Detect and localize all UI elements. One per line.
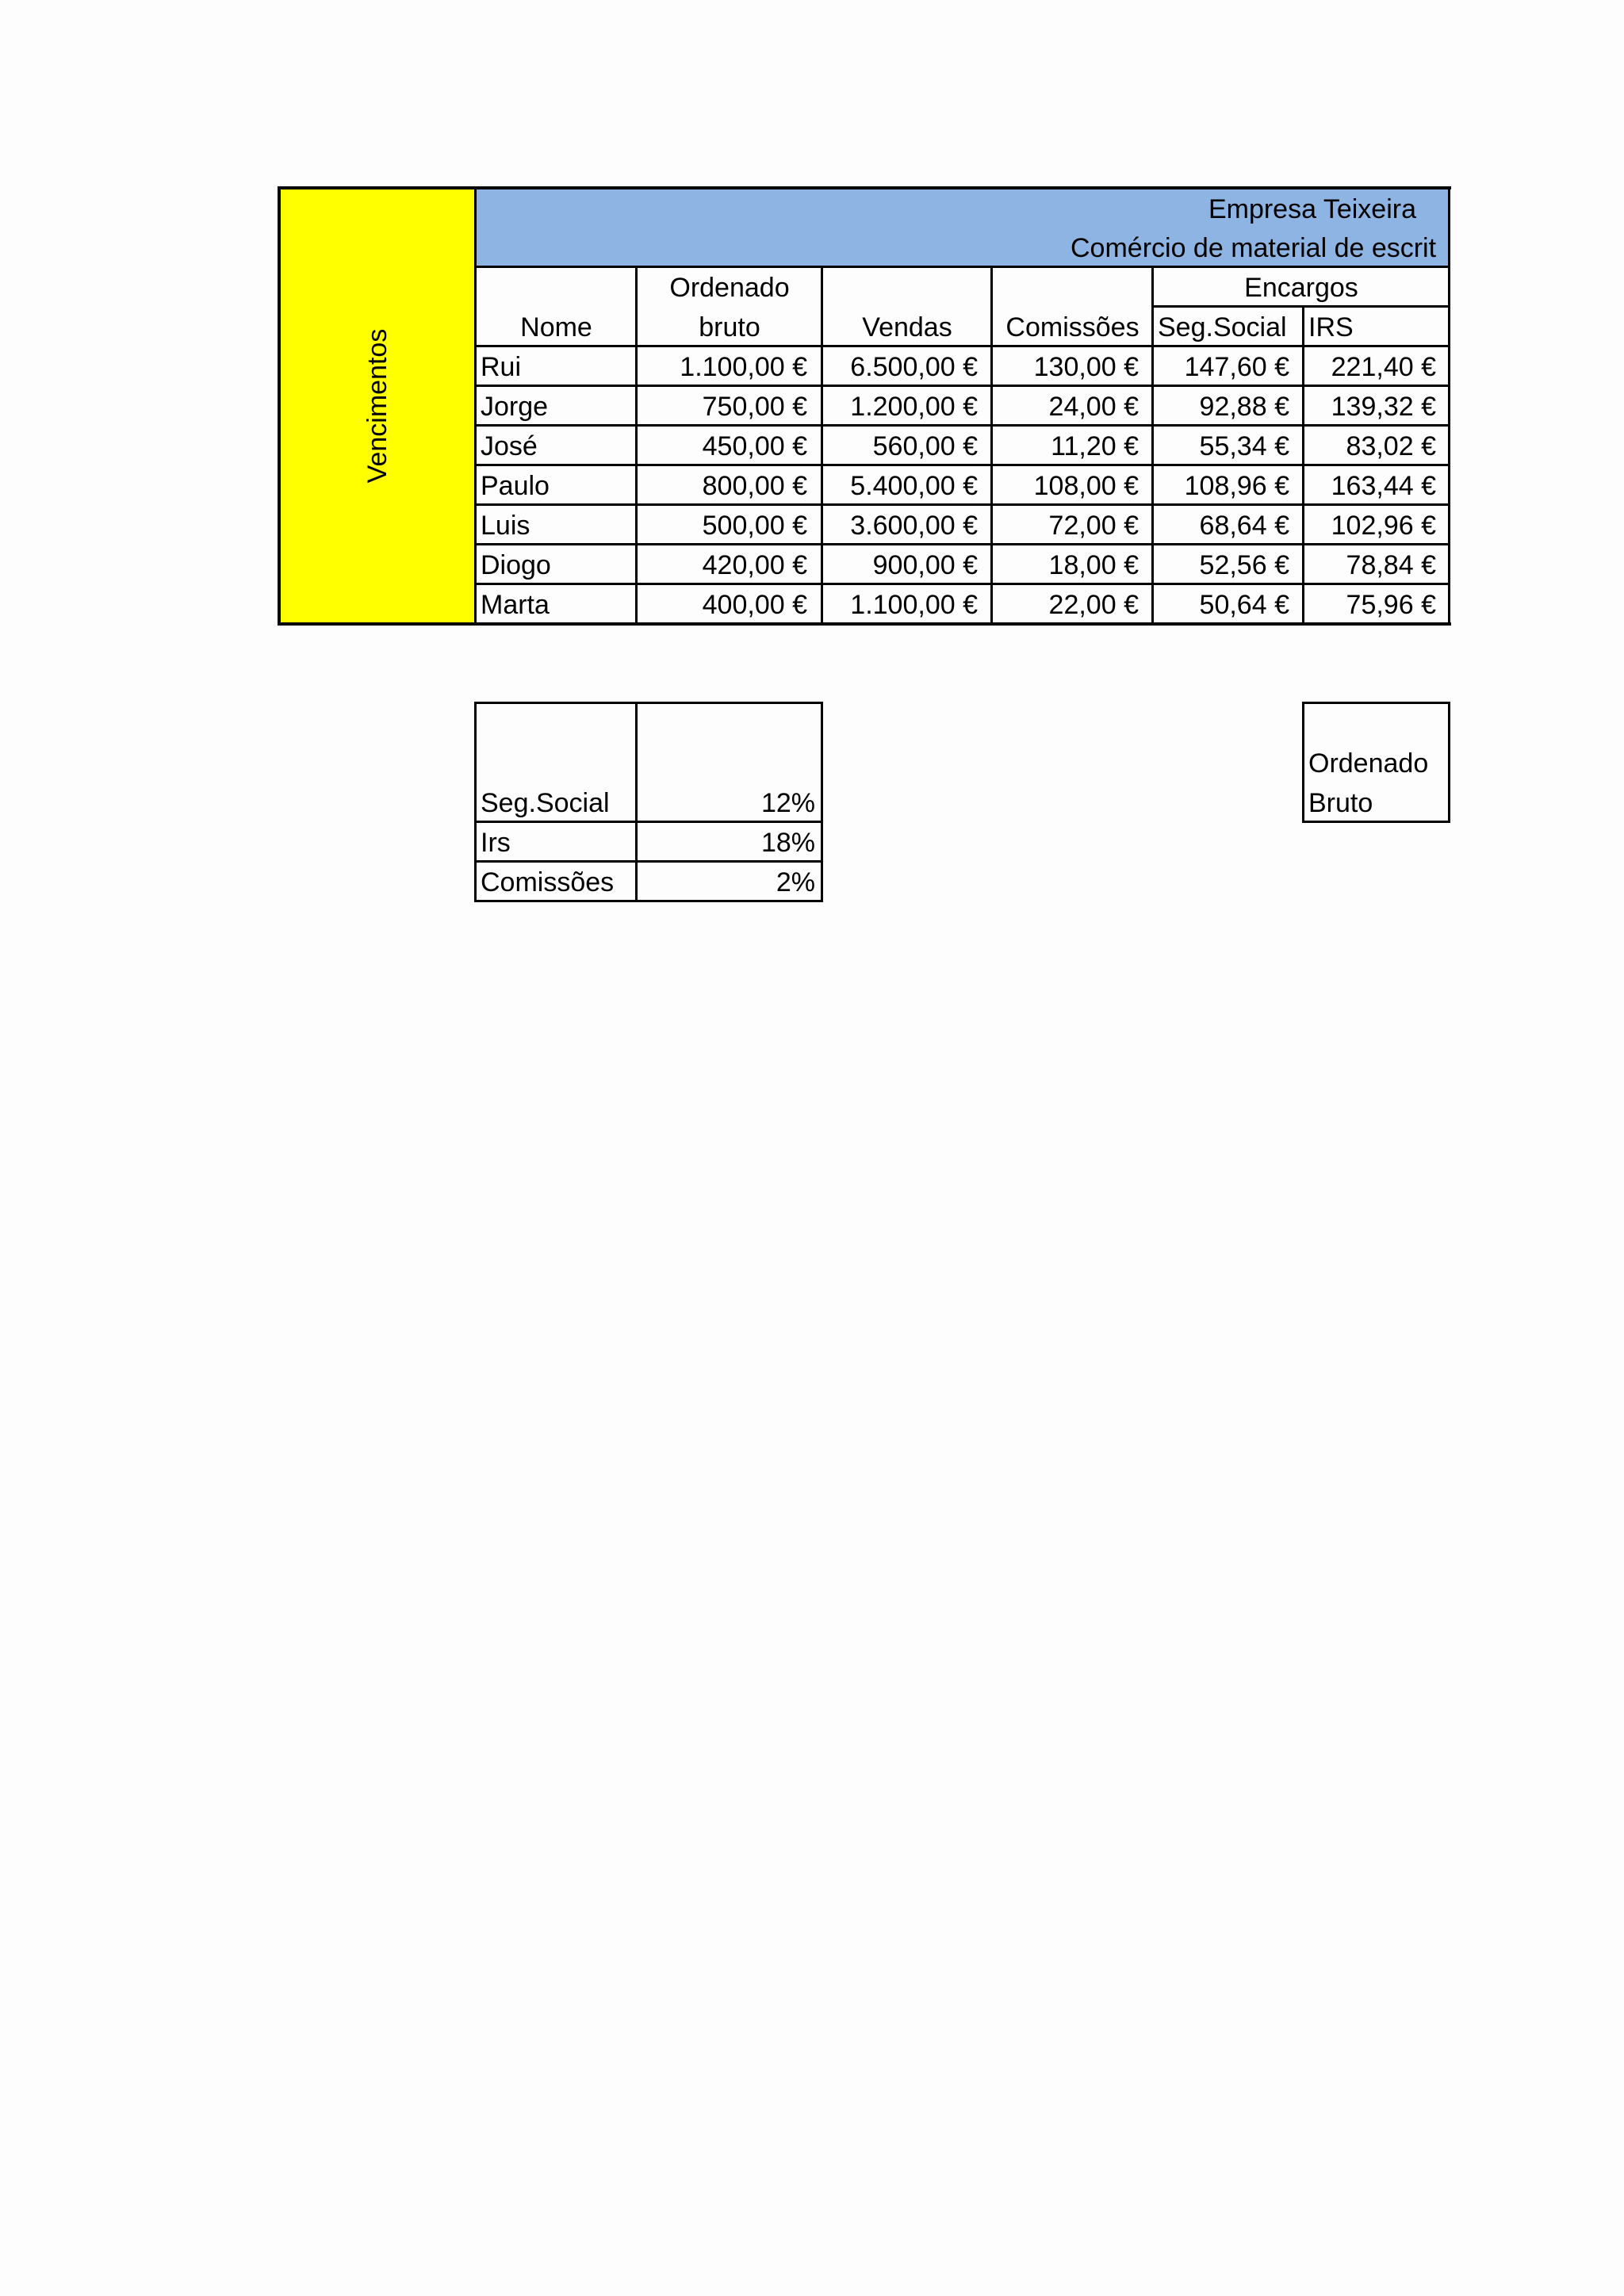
grid-line xyxy=(474,860,823,863)
cell-irs: 221,40 € xyxy=(1331,352,1436,382)
cell-seg-social: 92,88 € xyxy=(1199,392,1289,422)
header-ordenado-line2: bruto xyxy=(699,312,760,342)
company-title: Empresa Teixeira xyxy=(1208,194,1416,224)
cell-ordenado-bruto: 500,00 € xyxy=(702,511,807,541)
cell-irs: 139,32 € xyxy=(1331,392,1436,422)
grid-line xyxy=(474,900,823,902)
cell-seg-social: 55,34 € xyxy=(1199,431,1289,461)
grid-line xyxy=(821,266,823,624)
header-encargos: Encargos xyxy=(1244,273,1358,303)
cell-nome: Luis xyxy=(481,511,530,541)
header-seg-social: Seg.Social xyxy=(1158,312,1287,342)
cell-seg-social: 147,60 € xyxy=(1184,352,1289,382)
header-irs: IRS xyxy=(1308,312,1354,342)
cell-ordenado-bruto: 420,00 € xyxy=(702,550,807,580)
cell-comissoes: 11,20 € xyxy=(1051,431,1139,461)
cell-irs: 102,96 € xyxy=(1331,511,1436,541)
grid-line xyxy=(474,266,1450,268)
side-label: Vencimentos xyxy=(362,328,393,484)
grid-line xyxy=(990,266,993,624)
cell-ordenado-bruto: 800,00 € xyxy=(702,471,807,501)
header-ordenado-line1: Ordenado xyxy=(669,273,790,303)
cell-vendas: 6.500,00 € xyxy=(850,352,978,382)
grid-line xyxy=(474,821,823,823)
cell-comissoes: 72,00 € xyxy=(1048,511,1139,541)
cell-seg-social: 108,96 € xyxy=(1184,471,1289,501)
rate-label: Seg.Social xyxy=(481,788,610,818)
cell-vendas: 1.100,00 € xyxy=(850,590,978,620)
grid-line xyxy=(821,702,823,902)
cell-ordenado-bruto: 1.100,00 € xyxy=(680,352,807,382)
cell-comissoes: 24,00 € xyxy=(1048,392,1139,422)
grid-line xyxy=(1448,186,1450,626)
cell-irs: 78,84 € xyxy=(1346,550,1436,580)
cell-comissoes: 22,00 € xyxy=(1048,590,1139,620)
cell-seg-social: 50,64 € xyxy=(1199,590,1289,620)
cell-vendas: 1.200,00 € xyxy=(850,392,978,422)
cell-irs: 83,02 € xyxy=(1346,431,1436,461)
cell-vendas: 900,00 € xyxy=(872,550,978,580)
rate-label: Irs xyxy=(481,828,511,858)
header-vendas: Vendas xyxy=(862,312,952,342)
grid-line xyxy=(1302,821,1450,823)
cell-nome: José xyxy=(481,431,538,461)
grid-line xyxy=(474,702,477,902)
grid-line xyxy=(635,266,638,624)
ordenado-bruto-line2: Bruto xyxy=(1308,788,1373,818)
cell-seg-social: 52,56 € xyxy=(1199,550,1289,580)
cell-vendas: 3.600,00 € xyxy=(850,511,978,541)
grid-line xyxy=(1448,702,1450,823)
ordenado-bruto-line1: Ordenado xyxy=(1308,748,1429,779)
grid-line xyxy=(474,186,477,626)
cell-nome: Paulo xyxy=(481,471,550,501)
grid-line xyxy=(1302,702,1450,704)
grid-line xyxy=(279,622,1451,626)
cell-comissoes: 18,00 € xyxy=(1048,550,1139,580)
grid-line xyxy=(1151,266,1154,624)
cell-comissoes: 130,00 € xyxy=(1033,352,1139,382)
grid-line xyxy=(1302,702,1304,823)
grid-line xyxy=(1151,305,1450,308)
rate-value: 18% xyxy=(760,828,815,858)
cell-vendas: 5.400,00 € xyxy=(850,471,978,501)
grid-line xyxy=(635,702,638,902)
cell-irs: 75,96 € xyxy=(1346,590,1436,620)
cell-nome: Rui xyxy=(481,352,522,382)
cell-ordenado-bruto: 400,00 € xyxy=(702,590,807,620)
rate-value: 2% xyxy=(776,867,815,897)
cell-ordenado-bruto: 450,00 € xyxy=(702,431,807,461)
rate-value: 12% xyxy=(760,788,815,818)
grid-line xyxy=(474,702,823,704)
cell-irs: 163,44 € xyxy=(1331,471,1436,501)
grid-line xyxy=(1302,305,1304,624)
company-subtitle: Comércio de material de escrit xyxy=(1071,233,1437,263)
cell-nome: Diogo xyxy=(481,550,551,580)
cell-comissoes: 108,00 € xyxy=(1033,471,1139,501)
header-nome: Nome xyxy=(520,312,592,342)
cell-ordenado-bruto: 750,00 € xyxy=(702,392,807,422)
cell-seg-social: 68,64 € xyxy=(1199,511,1289,541)
cell-nome: Jorge xyxy=(481,392,549,422)
grid-line xyxy=(279,186,1451,189)
cell-vendas: 560,00 € xyxy=(872,431,978,461)
company-subtitle-clip xyxy=(952,228,1450,268)
grid-line xyxy=(278,186,281,626)
cell-nome: Marta xyxy=(481,590,550,620)
header-comissoes: Comissões xyxy=(1005,312,1139,342)
rate-label: Comissões xyxy=(481,867,615,897)
